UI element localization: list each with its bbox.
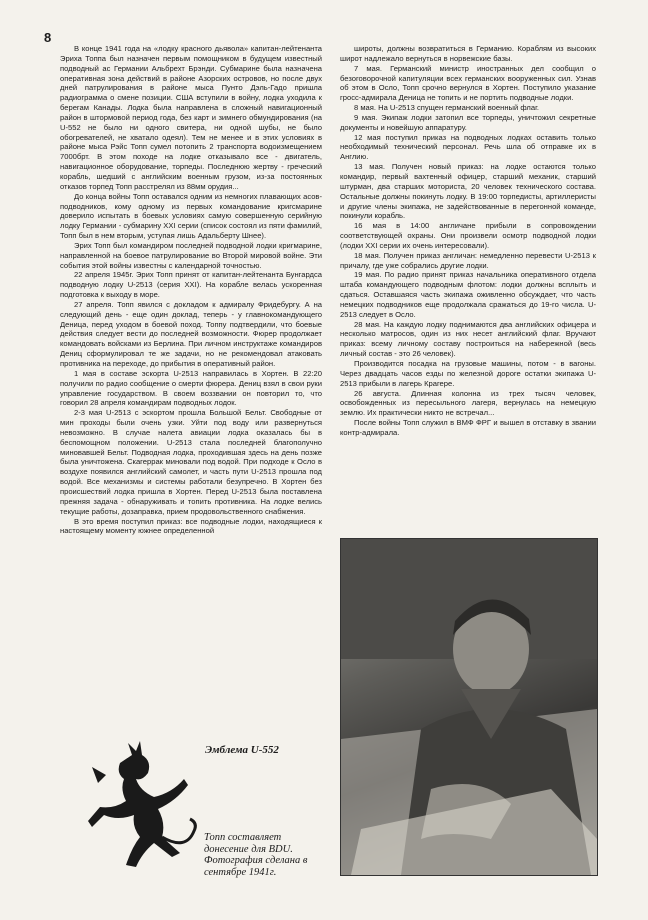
paragraph: 18 мая. Получен приказ англичан: немедленно перевести U-2513 к причалу, где уже собрались другие лодки. — [340, 250, 596, 270]
paragraph: После войны Топп служил в ВМФ ФРГ и вышел в отставку в звании контр-адмирала. — [340, 418, 596, 437]
photo-caption: Топп составляет донесение для BDU. Фотография сделана в сентябре 1941г. — [204, 832, 308, 878]
paragraph: 2-3 мая U-2513 с эскортом прошла Большой Бельт. Свободные от мин проходы были очень узки. Уйти под воду или развернуться невозможно. В случае налета авиации лодка оказалась бы в беспомощном положении. U-2513 стала последней благополучно миновавшей Бельт. Подводная лодка, проходившая здесь на день позже была уничтожена. Скагеррак миновали под водой. При подходе к Осло в воздухе появился английский самолет, и часть пути U-2513 прошла под водой. Все механизмы и системы работали безупречно. В Хортен без происшествий лодка пришла в Хортен. Перед U-2513 была поставлена прежняя задача - обнаруживать и топить противника. На лодке велись текущие работы, дозаправка, прием продовольственного снабжения. — [60, 408, 322, 516]
right-column — [340, 44, 596, 438]
paragraph: 12 мая поступил приказ на подводных лодках оставить только необходимый технический персонал. Речь шла об отправке их в Англию. — [340, 132, 596, 162]
paragraph: Производится посадка на грузовые машины, потом - в вагоны. Через двадцать часов езды по железной дороге остатки экипажа U-2513 прибыли в лагерь Крагере. — [340, 359, 596, 388]
paragraph: 28 мая. На каждую лодку поднимаются два английских офицера и несколько матросов, один из них несет английский флаг. Вручают приказ: всему личному составу построиться на набережной (весь личный состав - это 26 человек). — [340, 319, 596, 359]
page-number: 8 — [44, 30, 52, 45]
paragraph: широты, должны возвратиться в Германию. Кораблям из высоких широт надлежало вернуться в норвежские базы. — [340, 44, 596, 63]
paragraph: Эрих Топп был командиром последней подводной лодки кригмарине, направленной на боевое патрулирование во Второй мировой войне. Эти события этой войны известны с календарной точностью. — [60, 240, 322, 270]
emblem-caption: Эмблема U-552 — [205, 744, 279, 756]
paragraph: До конца войны Топп оставался одним из немногих плавающих асов-подводников, кому одному из первых командование кригсмарине доверило испытать в боевых условиях самую совершенную серийную лодку Германии - субмарину XXI серии (список состоял из пяти фамилий, Топп был в нем вторым, уступая лишь Адальберту Шнее). — [60, 191, 322, 241]
paragraph: 16 мая в 14:00 англичане прибыли в сопровождении соответствующей охраны. Они произвели осмотр подводной лодки (лодки XXI серии их очень интересовали). — [340, 221, 596, 250]
photo-topp-writing — [340, 538, 598, 876]
paragraph: 26 августа. Длинная колонна из трех тысяч человек, освобожденных из пересыльного лагеря, вернулась на немецкую землю. Их практически никто не встречал... — [340, 388, 596, 418]
paragraph: 1 мая в составе эскорта U-2513 направилась в Хортен. В 22:20 получили по радио сообщение о смерти фюрера. Дениц взял в свои руки управление государством. В своем воззвании он повторил то, что говорил 28 апреля командирам подводных лодок. — [60, 368, 322, 408]
paragraph: 19 мая. По радио принят приказ начальника оперативного отдела штаба командующего подводным флотом: лодки должны всплыть и сдаться. Оставшаяся часть экипажа оживленно обсуждает, что часть немецких подводников еще продолжала сражаться до 19-го числа. U-2513 следует в Осло. — [340, 270, 596, 319]
paragraph: 13 мая. Получен новый приказ: на лодке остаются только командир, первый вахтенный офицер, старший механик, старший штурман, два старших моториста, 20 человек технического состава. Остальные должны покинуть лодку. В 19:00 торпедисты, артиллеристы и другие члены экипажа, не задействованные в перегонной команде, покинули корабль. — [340, 162, 596, 221]
photo-illustration — [341, 539, 597, 875]
paragraph: В конце 1941 года на «лодку красного дьявола» капитан-лейтенанта Эриха Топпа был назначен первым помощником в будущем известный подводный ас Германии Альбрехт Брэнди. Субмарине была назначена оперативная зона действий в районе Азорских островов, но после двух дней патрулирования в районе мыса Пунто Дэль-Гадо пришла радиограмма о смене позиции. США вступили в войну, лодка уходила к берегам Канады. Лодка была направлена в сложный навигационный район в штормовой период года, без карт и зимнего обмундирования (на U-552 не было ни одного свитера, ни одной шубы, не было обогревателей, не хватало одеял). Тем не менее и в этих условиях в районе мыса Рэйс Топп сумел потопить 2 транспорта водоизмещением 7000брт. В этом походе на лодке отказывало все - двигатель, навигационное оборудование, торпеды. Последнюю жертву - греческий корабль, шедший с английским военным грузом, из-за постоянных отказов торпед Топп расстрелял из 88мм орудия... — [60, 44, 322, 191]
paragraph: В это время поступил приказ: все подводные лодки, находящиеся к настоящему моменту южнее определенной — [60, 516, 322, 536]
left-column — [60, 44, 322, 536]
paragraph: 8 мая. На U-2513 спущен германский военный флаг. — [354, 103, 540, 113]
red-devil-emblem — [62, 735, 212, 885]
paragraph: 27 апреля. Топп явился с докладом к адмиралу Фридебургу. А на следующий день - еще один доклад, теперь - у главнокомандующего Деница, перед уходом в боевой поход. Топпу подтвердили, что боевые действия следует вести до последней возможности. Фюрер продолжает командовать войсками из Берлина. При личном инструктаже командиров Дениц сформулировал те же задачи, но не рекомендовал атаковать противника на переходе, до прибытия в оперативный район. — [60, 299, 322, 368]
paragraph: 9 мая. Экипаж лодки затопил все торпеды, уничтожил секретные документы и новейшую аппаратуру. — [340, 112, 596, 132]
paragraph: 22 апреля 1945г. Эрих Топп принят от капитан-лейтенанта Бунгардса подводную лодку U-2513 (серия XXI). На корабле велась ускоренная подготовка к выходу в море. — [60, 270, 322, 300]
paragraph: 7 мая. Германский министр иностранных дел сообщил о безоговорочной капитуляции всех германских вооруженных сил. Узнав об этом в Осло, Топп срочно вернулся в Хортен. Поступило указание гросс-адмирала Деница не топить и не портить подводные лодки. — [340, 63, 596, 103]
